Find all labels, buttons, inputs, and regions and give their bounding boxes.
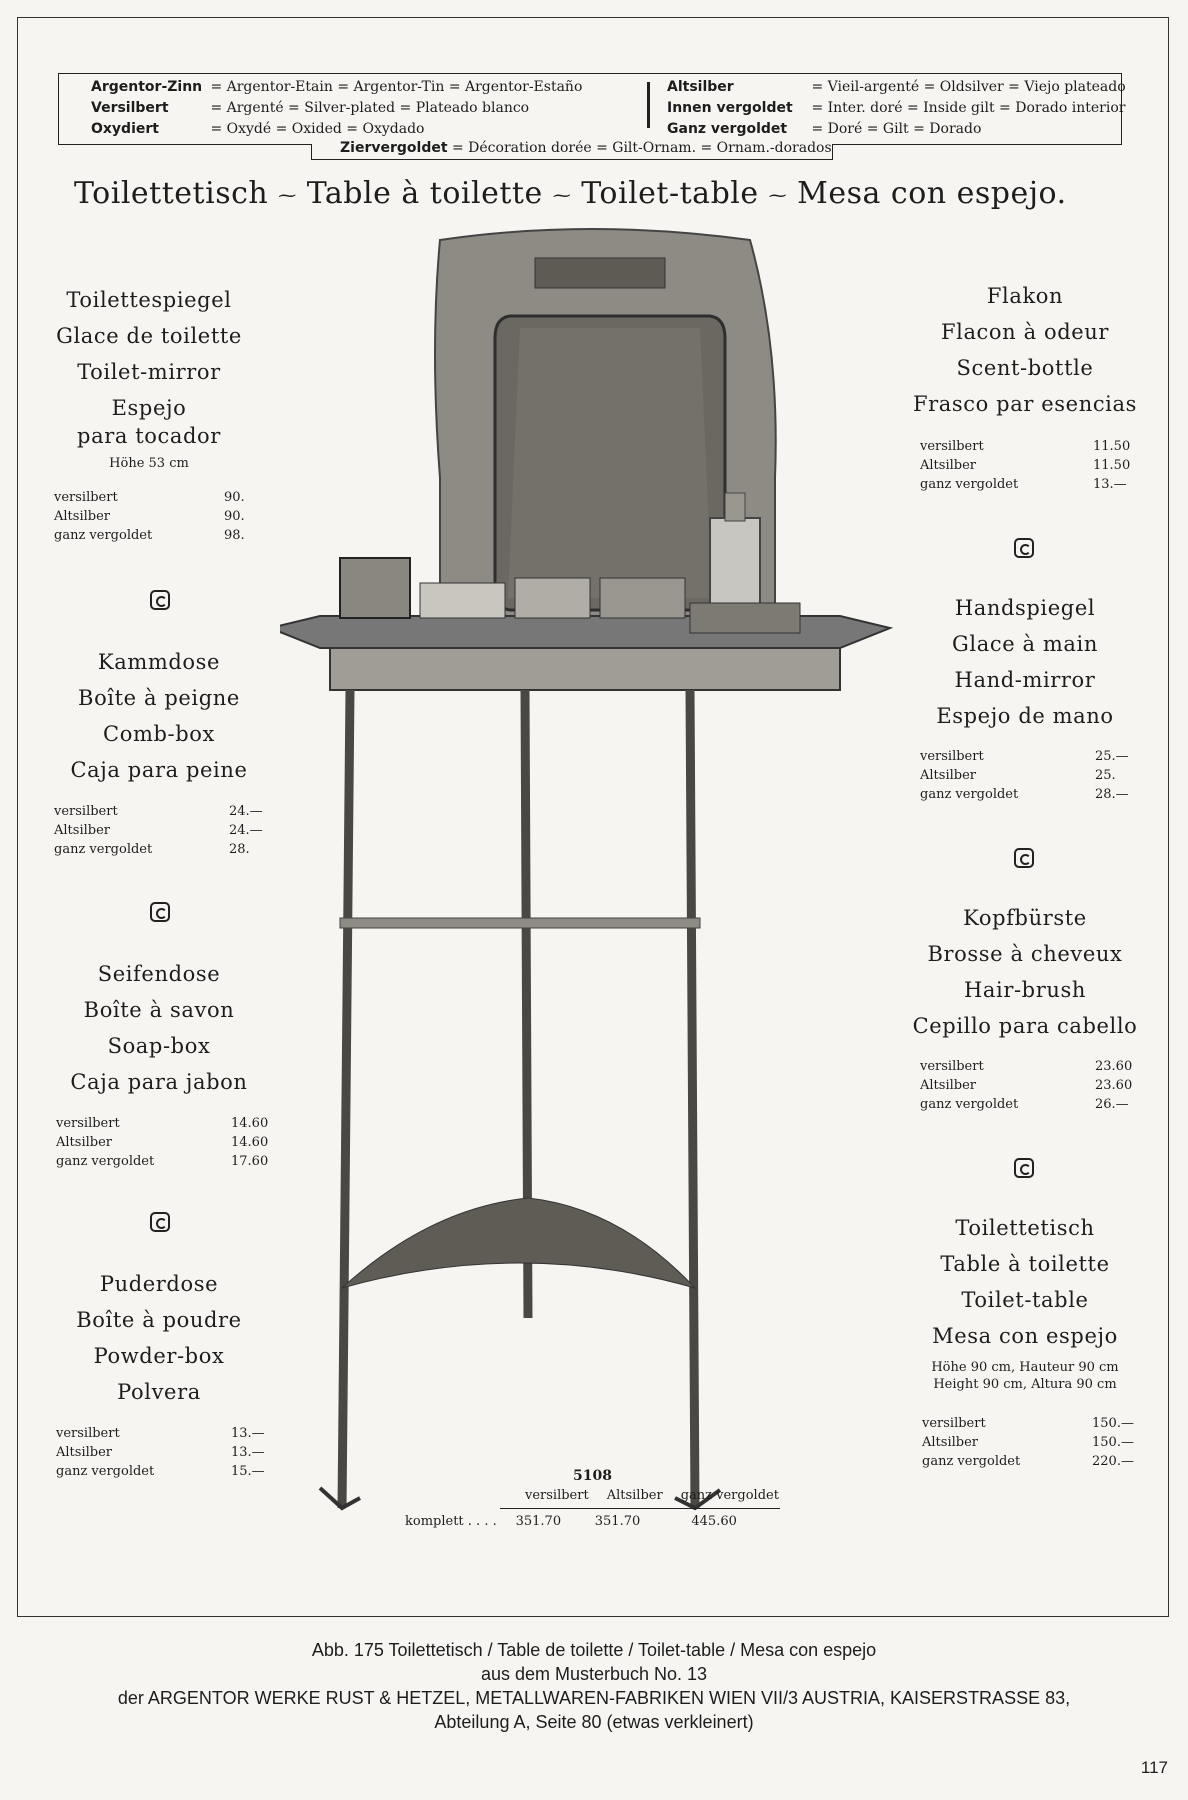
price-row: versilbert 13.— [56, 1426, 265, 1441]
item-hand-mirror: Handspiegel Glace à main Hand-mirror Espejo de mano [936, 596, 1114, 728]
price-list [54, 802, 263, 859]
price-row: ganz vergoldet 28.— [920, 787, 1129, 802]
legend-row: Argentor-Zinn = Argentor-Etain = Argentor-Tin = Argentor-Estaño [91, 79, 583, 95]
ornament-icon [150, 902, 170, 922]
separator-ornament: ⁓ [278, 184, 297, 206]
separator-ornament: ⁓ [552, 184, 572, 206]
legend-right [667, 77, 1126, 140]
page-title: Toilettetisch ⁓ Table à toilette ⁓ Toilet-table ⁓ Mesa con espejo. [74, 176, 1067, 211]
set-price-row: komplett . . . . 351.70 351.70 445.60 [405, 1514, 737, 1529]
price-row: Altsilber 24.— [54, 823, 263, 838]
finish-legend [58, 73, 1126, 145]
separator-ornament: ⁓ [768, 184, 788, 206]
legend-row: Altsilber = Vieil-argenté = Oldsilver = Viejo plateado [667, 79, 1126, 95]
item-toilet-mirror: Toilettespiegel Glace de toilette Toilet-mirror Espejo para tocador Höhe 53 cm [56, 288, 242, 471]
price-row: ganz vergoldet 17.60 [56, 1154, 269, 1169]
price-list [54, 488, 245, 545]
price-row: ganz vergoldet 15.— [56, 1464, 265, 1479]
price-list [920, 1057, 1132, 1114]
legend-row: Oxydiert = Oxydé = Oxided = Oxydado [91, 121, 425, 137]
set-price-headers: versilbert Altsilber ganz vergoldet [525, 1488, 779, 1503]
price-list [56, 1424, 265, 1481]
price-list [920, 437, 1130, 494]
legend-row: Innen vergoldet = Inter. doré = Inside gilt = Dorado interior [667, 100, 1126, 116]
ornament-icon [1014, 848, 1034, 868]
price-row: versilbert 14.60 [56, 1116, 269, 1131]
legend-left [91, 77, 582, 140]
legend-bottom-row: Ziervergoldet = Décoration dorée = Gilt-Ornam. = Ornam.-dorados [340, 140, 832, 156]
price-row: ganz vergoldet 26.— [920, 1097, 1129, 1112]
price-row: versilbert 90. [54, 490, 245, 505]
item-scent-bottle: Flakon Flacon à odeur Scent-bottle Frasco par esencias [913, 284, 1137, 416]
ornament-icon [150, 1212, 170, 1232]
price-row: ganz vergoldet 13.— [920, 477, 1127, 492]
price-list [922, 1414, 1134, 1471]
item-hair-brush: Kopfbürste Brosse à cheveux Hair-brush Cepillo para cabello [912, 906, 1138, 1038]
legend-row: Ganz vergoldet = Doré = Gilt = Dorado [667, 121, 982, 137]
price-row: versilbert 25.— [920, 749, 1129, 764]
table-rule [500, 1508, 780, 1509]
ornament-icon [150, 590, 170, 610]
price-row: ganz vergoldet 98. [54, 528, 245, 543]
price-row: Altsilber 13.— [56, 1445, 265, 1460]
item-comb-box: Kammdose Boîte à peigne Comb-box Caja para peine [70, 650, 248, 782]
price-row: versilbert 24.— [54, 804, 263, 819]
item-toilet-table: Toilettetisch Table à toilette Toilet-table Mesa con espejo Höhe 90 cm, Hauteur 90 cm Height 90 cm, Altura 90 cm [931, 1216, 1119, 1392]
price-row: versilbert 23.60 [920, 1059, 1133, 1074]
price-row: versilbert 150.— [922, 1416, 1134, 1431]
price-row: ganz vergoldet 28. [54, 842, 250, 857]
price-row: Altsilber 150.— [922, 1435, 1134, 1450]
ornament-icon [1014, 538, 1034, 558]
ornament-icon [1014, 1158, 1034, 1178]
price-row: Altsilber 25. [920, 768, 1116, 783]
price-row: Altsilber 23.60 [920, 1078, 1133, 1093]
item-soap-box: Seifendose Boîte à savon Soap-box Caja para jabon [70, 962, 248, 1094]
price-row: Altsilber 90. [54, 509, 245, 524]
page-number: 117 [1140, 1758, 1168, 1777]
toilet-table-photo [280, 228, 900, 1518]
legend-divider [647, 82, 650, 128]
article-number: 5108 [573, 1468, 612, 1484]
figure-caption: Abb. 175 Toilettetisch / Table de toilette / Toilet-table / Mesa con espejo aus dem Musterbuch No. 13 der ARGENTOR WERKE RUST & HETZEL, METALLWAREN-FABRIKEN WIEN VII/3 AUSTRIA, KAISERSTRASSE 83, Abteilung A, Seite 80 (etwas verkleinert) [117, 1640, 1071, 1732]
item-powder-box: Puderdose Boîte à poudre Powder-box Polvera [76, 1272, 242, 1404]
price-row: versilbert 11.50 [920, 439, 1131, 454]
price-row: Altsilber 14.60 [56, 1135, 269, 1150]
price-list [920, 747, 1129, 804]
price-row: Altsilber 11.50 [920, 458, 1131, 473]
legend-row: Versilbert = Argenté = Silver-plated = Plateado blanco [91, 100, 530, 116]
price-row: ganz vergoldet 220.— [922, 1454, 1134, 1469]
price-list [56, 1114, 268, 1171]
